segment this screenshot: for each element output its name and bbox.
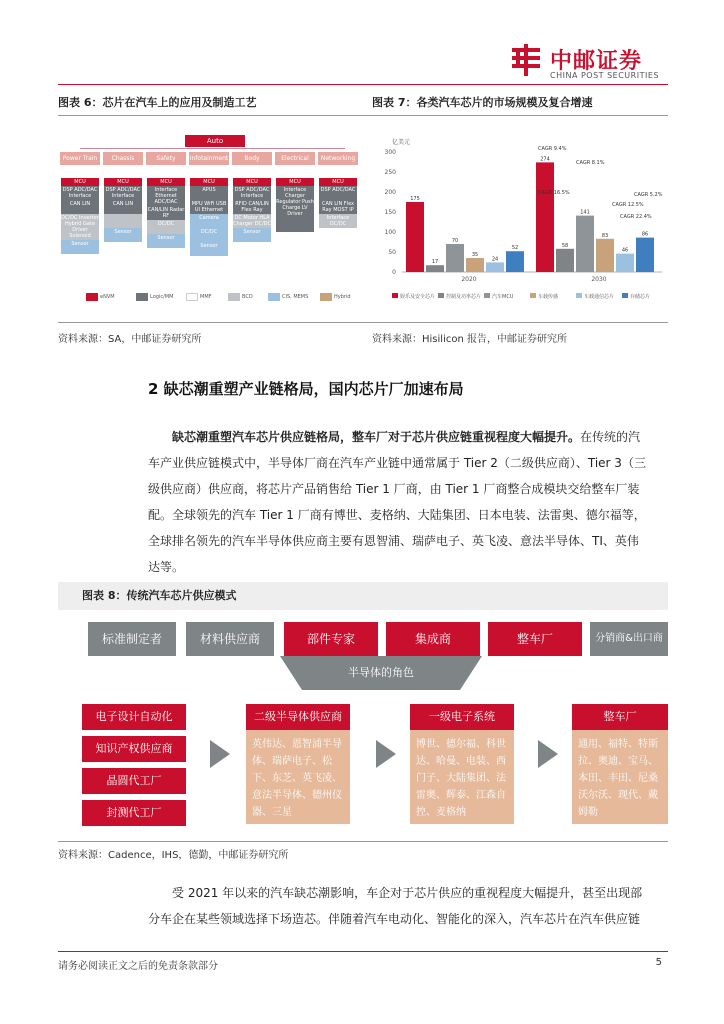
bar [636,238,654,272]
paragraph-text: 在传统的汽 [580,430,641,444]
application-category: Infotainment [189,152,229,165]
bar [426,265,444,272]
legend-label: 存储芯片 [630,294,651,300]
cagr-annotation: CAGR 22.4% [620,214,652,220]
chip-block: CAN LIN [104,200,142,214]
data-label: 70 [451,238,459,244]
chip-block [104,214,142,228]
data-label: 83 [601,232,609,239]
data-label: 52 [511,245,519,252]
legend-swatch [622,293,628,298]
figure-8-source: 资料来源：Cadence，IHS，德勤，中邮证券研究所 [58,850,289,861]
flow-arrow-icon [210,740,230,768]
cagr-annotation: CAGR 5.2% [634,192,663,198]
chip-block: MCU [190,178,228,186]
chip-column [233,178,271,242]
chip-block: MCU [104,178,142,186]
legend-item: CIS, MEMS [268,292,308,302]
top-box-oem: 整车厂 [488,622,582,656]
chip-block: Sensor [233,228,271,242]
y-tick-label: 200 [384,189,396,196]
y-tick-label: 100 [384,229,396,236]
legend-label: 控制及功率芯片 [446,294,482,300]
top-box-materials: 材料供应商 [186,622,274,656]
footer-divider [58,951,668,952]
bar [506,251,524,272]
legend-label: 汽车MCU [492,294,514,300]
chip-block: Interface DC/DC [319,214,357,228]
application-category: Electrical System [275,152,315,165]
legend-swatch [576,293,582,298]
chip-column [190,178,228,256]
chip-block: DC Motor HLA Charger DC/DC [233,215,271,227]
application-category: Networking [318,152,358,165]
chip-column [319,178,357,228]
figure-6-diagram [60,130,365,310]
chip-column [147,178,185,248]
chip-block: APUS [190,186,228,200]
chip-block: DC/DC Inverter Hybrid Gate Driver Solenoid [61,215,99,239]
x-tick-label: 2030 [591,276,607,283]
paragraph-2 [148,880,668,932]
chip-block [276,218,314,232]
company-logo [508,40,668,90]
y-axis-label: 亿美元 [392,139,411,146]
figure-7-title: 图表 7：各类汽车芯片的市场规模及复合增速 [372,96,593,109]
bar [486,262,504,272]
page-number: 5 [655,957,662,968]
chip-block: Sensor [104,228,142,242]
market-size-bar-chart [372,130,668,310]
bar [556,249,574,272]
chip-block: Sensor [147,234,185,248]
legend-swatch [530,293,536,298]
data-label: 274 [540,156,550,163]
top-box-distributor: 分销商&出口商 [590,622,668,656]
paragraph-line: 受 2021 年以来的汽车缺芯潮影响，车企对于芯片供应的重视程度大幅提升，甚至出现部 [172,886,643,900]
figure-6-title: 图表 6：芯片在汽车上的应用及制造工艺 [58,96,257,109]
column-head-tier2: 二级半导体供应商 [246,704,350,730]
figure-8-diagram [58,612,668,840]
cagr-annotation: CAGR 12.5% [612,202,644,208]
chip-column [104,178,142,242]
auto-root-box: Auto [185,135,245,147]
figure-6-source: 资料来源：SA，中邮证券研究所 [58,334,202,345]
bar [406,202,424,272]
data-label: 175 [410,196,420,202]
bar [446,244,464,272]
legend-swatch [438,293,444,298]
figure-title-divider [58,115,668,116]
paragraph-line [148,424,668,450]
legend-item: MMF [186,292,212,302]
y-tick-label: 300 [384,149,396,156]
column-head-oem: 整车厂 [572,704,668,730]
chip-block: CAN LIN [61,200,99,214]
semiconductor-role-label: 半导体的角色 [348,666,414,679]
left-item-ip: 知识产权供应商 [82,736,186,762]
chip-block: Sensor [190,242,228,256]
cagr-annotation: CAGR 8.1% [576,160,605,166]
bar [576,216,594,272]
cagr-annotation: CAGR 16.5% [538,190,570,196]
chip-block: MCU [147,178,185,186]
data-label: 86 [641,231,649,238]
chip-block: CAN LIN Flex Ray MOST IP [319,200,357,214]
data-label: 35 [471,252,479,258]
chip-block: DSP ADC/DAC Interface [105,187,141,199]
legend-label: 娱乐及安全芯片 [400,294,436,300]
legend-item: BCD [228,292,253,302]
application-category: Body [232,152,272,165]
legend-label: 车载通信芯片 [584,294,615,300]
x-tick-label: 2020 [461,276,477,283]
cagr-annotation: CAGR 9.4% [538,146,567,152]
paragraph-line: 配。全球领先的汽车 Tier 1 厂商有博世、麦格纳、大陆集团、日本电装、法雷奥、德尔福等， [148,508,646,522]
data-label: 46 [621,247,629,254]
left-item-eda: 电子设计自动化 [82,704,186,730]
chip-block: MPU WiFi USB UI Ethernet [191,201,227,213]
paragraph-line: 级供应商）供应商，将芯片产品销售给 Tier 1 厂商，由 Tier 1 厂商整合成模块交给整车厂装 [148,482,640,496]
source-divider [58,322,668,323]
chip-block: RFID CAN/LIN Flex Ray [233,200,271,214]
column-body-tier2: 英伟达、恩智浦半导体、瑞萨电子、松下、东芝、英飞凌、意法半导体、德州仪器、三星 [246,730,350,824]
chip-block: MCU [276,178,314,186]
flow-arrow-icon [538,740,558,768]
data-label: 24 [491,256,499,263]
paragraph-line: 分车企在某些领域选择下场造芯。伴随着汽车电动化、智能化的深入，汽车芯片在汽车供应链 [148,912,641,926]
chip-block: DSP ADC/DAC Interface [234,187,270,199]
chip-block: DSP ADC/DAC [319,186,357,200]
paragraph-1 [148,424,668,580]
chip-column [61,178,99,254]
data-label: 17 [431,259,439,266]
flow-arrow-icon [376,740,396,768]
logo-chinese-name: 中邮证券 [550,49,643,74]
legend-item: eNVM [86,292,115,302]
figure-7-chart [372,130,668,310]
data-label: 141 [580,209,590,216]
left-item-foundry: 晶圆代工厂 [82,768,186,794]
column-body-oem: 通用、福特、特斯拉、奥迪、宝马、本田、丰田、尼桑沃尔沃、现代、戴姆勒 [572,730,668,824]
bar [596,239,614,272]
top-box-parts: 部件专家 [284,622,378,656]
paragraph-line: 车产业供应链模式中，半导体厂商在汽车产业链中通常属于 Tier 2（二级供应商）、Tier 3（三 [148,456,646,470]
header-divider [58,84,668,85]
chip-block: Interface Ethernet ADC/DAC [147,186,185,206]
chip-block: DSP ADC/DAC Interface [62,187,98,199]
figure-7-source: 资料来源：Hisilicon 报告，中邮证券研究所 [372,334,567,345]
paragraph-line: 达等。 [148,560,185,574]
application-category: Safety [146,152,186,165]
chip-block: MCU [319,178,357,186]
section-heading: 2 缺芯潮重塑产业链格局，国内芯片厂加速布局 [148,380,464,398]
paragraph-lead: 缺芯潮重塑汽车芯片供应链格局，整车厂对于芯片供应链重视程度大幅提升。 [172,430,581,444]
bar [466,258,484,272]
source-divider [58,841,668,842]
chip-block: CAN/LIN Radar RF [147,207,185,219]
column-body-tier1: 博世、德尔福、科世达、哈曼、电装、西门子、大陆集团、法雷奥、辉泰、江森自控、麦格纳 [410,730,514,824]
legend-label: 车载传感 [538,294,559,300]
top-box-integrator: 集成商 [386,622,480,656]
legend-swatch [392,293,398,298]
chip-block: Sensor [61,240,99,254]
y-tick-label: 250 [384,169,396,176]
application-category: Power Train [60,152,100,165]
chip-block: Interface Charger Regulator Push Charge LV Driver [276,187,314,217]
bar [616,254,634,272]
chip-block: DC/DC [147,220,185,234]
chip-block: MCU [233,178,271,186]
left-item-osat: 封测代工厂 [82,800,186,826]
y-tick-label: 50 [388,249,396,256]
legend-item: Logic/MM [136,292,173,302]
chip-block: MCU [61,178,99,186]
top-box-standards: 标准制定者 [88,622,176,656]
column-head-tier1: 一级电子系统 [410,704,514,730]
legend-item: Hybrid [320,292,351,302]
chip-block: Camera [190,214,228,228]
footer-disclaimer: 请务必阅读正文之后的免责条款部分 [58,961,218,972]
figure-6-legend [86,292,356,304]
paragraph-line: 全球排名领先的汽车半导体供应商主要有恩智浦、瑞萨电子、英飞凌、意法半导体、TI、英伟 [148,534,639,548]
y-tick-label: 150 [384,209,396,216]
china-post-logo-icon [508,42,544,78]
application-category: Chassis [103,152,143,165]
logo-english-name: CHINA POST SECURITIES [550,71,659,80]
chip-column [276,178,314,232]
legend-swatch [484,293,490,298]
data-label: 58 [561,242,569,249]
y-tick-label: 0 [392,269,396,276]
figure-8-title: 图表 8：传统汽车芯片供应模式 [58,582,668,610]
chip-block: DC/DC [190,228,228,242]
bar [536,162,554,272]
